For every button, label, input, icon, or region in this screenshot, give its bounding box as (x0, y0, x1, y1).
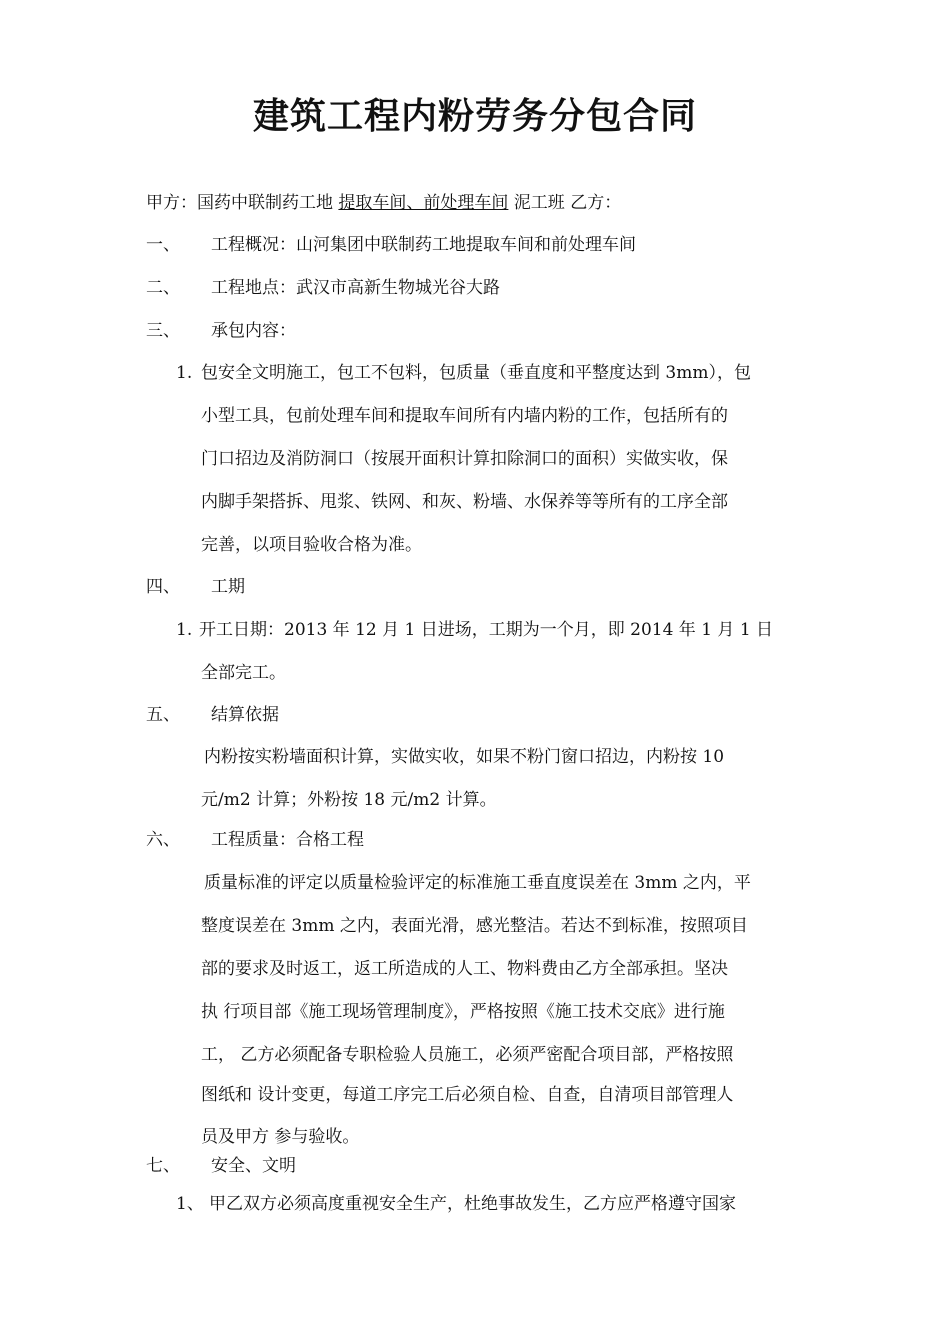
section-4-line: 开工日期：2013 年 12 月 1 日进场，工期为一个月，即 2014 年 1 月 1 日 (199, 620, 774, 640)
party-line (146, 191, 621, 215)
section-6-line: 执 行项目部《施工现场管理制度》，严格按照《施工技术交底》进行施 (201, 1002, 725, 1022)
section-7-text: 安全、文明 (211, 1156, 296, 1176)
section-7-number: 七、 (146, 1156, 180, 1176)
section-3-line: 内脚手架搭拆、甩浆、铁网、和灰、粉墙、水保养等等所有的工序全部 (201, 492, 728, 512)
section-3-item-number: 1. (176, 363, 193, 383)
party-a-label: 甲方：国药中联制药工地 (146, 193, 339, 213)
section-2-number: 二、 (146, 278, 180, 298)
section-4-number: 四、 (146, 577, 180, 597)
section-6-line: 整度误差在 3mm 之内，表面光滑，感光整洁。若达不到标准，按照项目 (201, 916, 748, 936)
section-1-number: 一、 (146, 235, 180, 255)
section-3-line: 包安全文明施工，包工不包料，包质量（垂直度和平整度达到 3mm），包 (201, 363, 751, 383)
section-6-number: 六、 (146, 830, 180, 850)
section-6-line: 工， 乙方必须配备专职检验人员施工，必须严密配合项目部，严格按照 (201, 1045, 734, 1065)
section-5-text: 结算依据 (211, 705, 279, 725)
section-6-text: 工程质量：合格工程 (211, 830, 364, 850)
section-5-line: 内粉按实粉墙面积计算，实做实收，如果不粉门窗口招边，内粉按 10 (204, 747, 725, 767)
party-a-workshops: 提取车间、前处理车间 (338, 193, 509, 213)
section-7-item-number: 1、 (176, 1194, 204, 1214)
section-6-line: 图纸和 设计变更，每道工序完工后必须自检、自查，自清项目部管理人 (201, 1085, 734, 1105)
section-2-text: 工程地点：武汉市高新生物城光谷大路 (211, 278, 500, 298)
section-1-text: 工程概况：山河集团中联制药工地提取车间和前处理车间 (211, 235, 636, 255)
section-4-item-number: 1. (176, 620, 193, 640)
section-5-number: 五、 (146, 705, 180, 725)
section-6-line: 部的要求及时返工，返工所造成的人工、物料费由乙方全部承担。坚决 (201, 959, 728, 979)
section-6-line: 员及甲方 参与验收。 (201, 1127, 360, 1147)
section-3-line: 门口招边及消防洞口（按展开面积计算扣除洞口的面积）实做实收，保 (201, 449, 728, 469)
section-5-line: 元/m2 计算；外粉按 18 元/m2 计算。 (201, 790, 497, 810)
section-3-line: 完善，以项目验收合格为准。 (201, 535, 422, 555)
section-3-number: 三、 (146, 321, 180, 341)
section-3-line: 小型工具，包前处理车间和提取车间所有内墙内粉的工作，包括所有的 (201, 406, 728, 426)
section-3-text: 承包内容： (211, 321, 296, 341)
section-6-line: 质量标准的评定以质量检验评定的标准施工垂直度误差在 3mm 之内，平 (204, 873, 751, 893)
section-4-text: 工期 (211, 577, 245, 597)
party-rest: 泥工班 乙方： (508, 193, 622, 213)
section-7-line: 甲乙双方必须高度重视安全生产，杜绝事故发生，乙方应严格遵守国家 (209, 1194, 736, 1214)
document-title: 建筑工程内粉劳务分包合同 (252, 96, 697, 137)
section-4-line: 全部完工。 (201, 663, 286, 683)
